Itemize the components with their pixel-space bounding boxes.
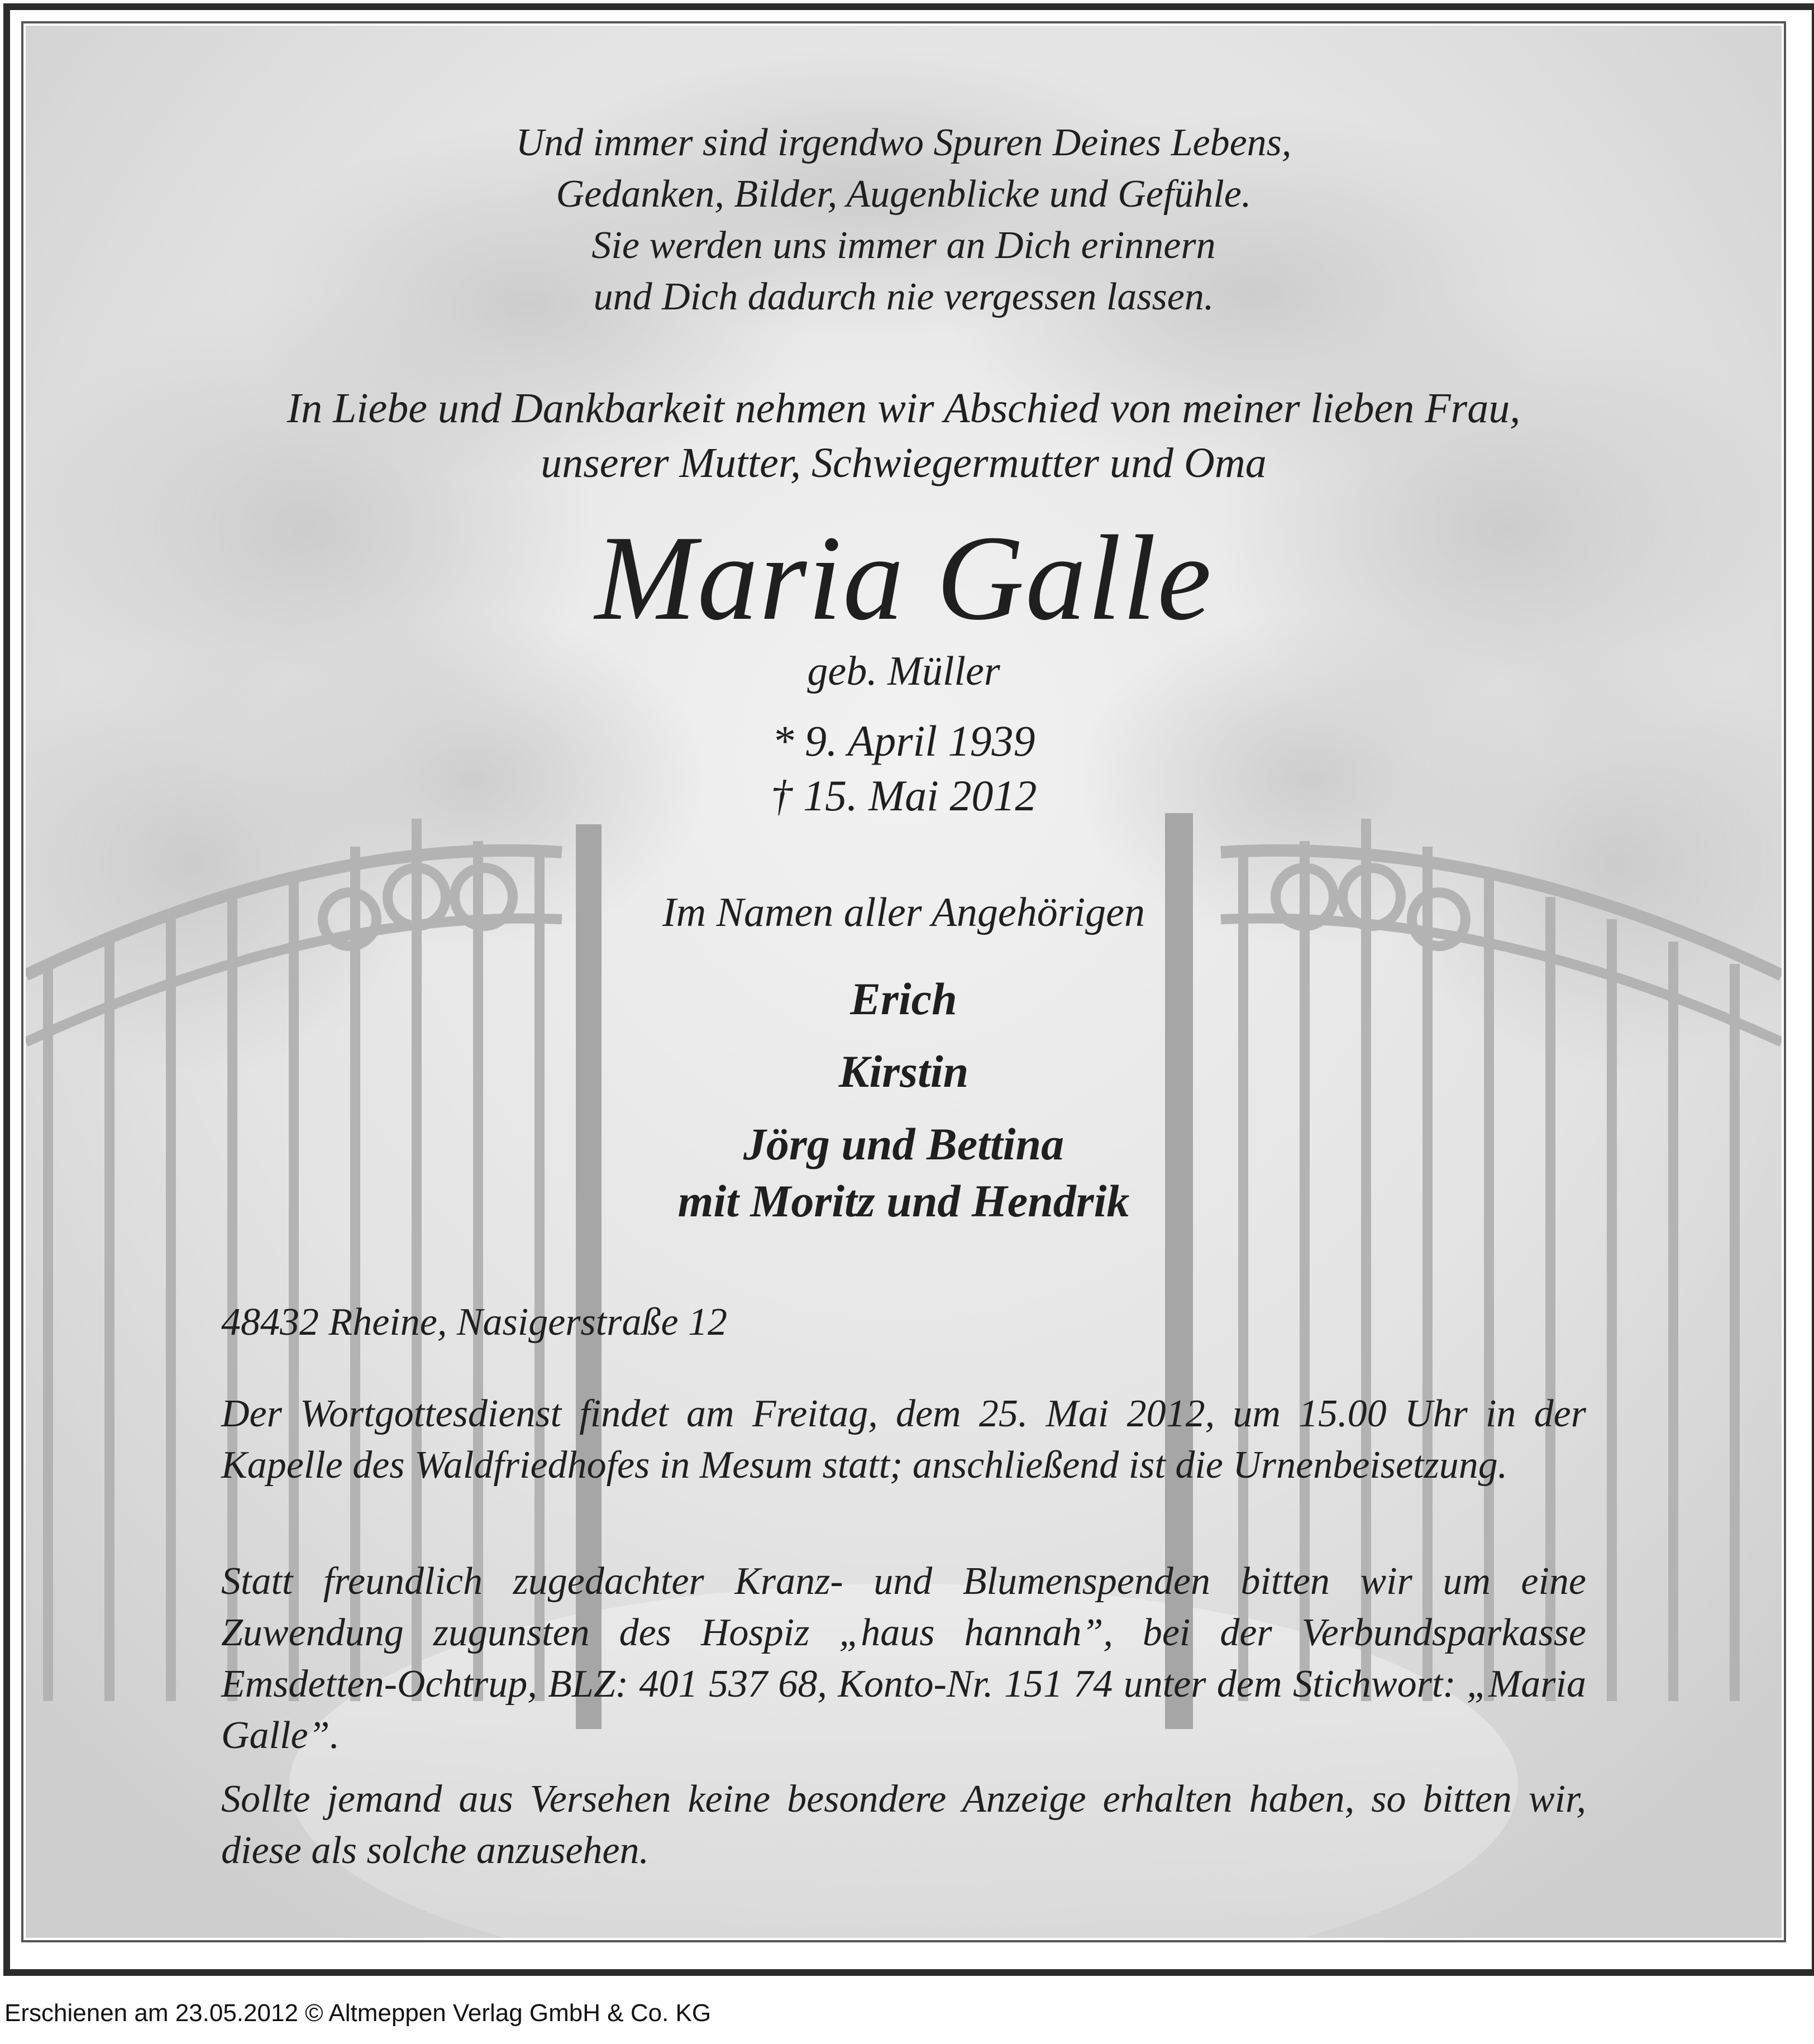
publication-credit: Erschienen am 23.05.2012 © Altmeppen Verlag GmbH & Co. KG — [4, 1999, 712, 2027]
verse-line: Gedanken, Bilder, Augenblicke und Gefühle. — [556, 173, 1252, 216]
memorial-verse — [221, 117, 1586, 323]
verse-line: Sie werden uns immer an Dich erinnern — [591, 224, 1216, 267]
death-date: † 15. Mai 2012 — [770, 771, 1037, 820]
mourners-intro: Im Namen aller Angehörigen — [662, 890, 1145, 935]
mourner-name: Jörg und Bettina — [743, 1119, 1064, 1169]
funeral-service-info: Der Wortgottesdienst findet am Freitag, dem 25. Mai 2012, um 15.00 Uhr in der Kapelle des Waldfriedhofes in Mesum statt; anschließend ist die Urnenbeisetzung. — [221, 1392, 1586, 1487]
family-address: 48432 Rheine, Nasigerstraße 12 — [221, 1301, 728, 1344]
farewell-intro — [221, 381, 1586, 490]
birth-date: * 9. April 1939 — [772, 717, 1035, 765]
intro-line: In Liebe und Dankbarkeit nehmen wir Abschied von meiner lieben Frau, — [287, 385, 1521, 432]
mourner-name: Kirstin — [838, 1046, 969, 1097]
verse-line: und Dich dadurch nie vergessen lassen. — [593, 275, 1214, 318]
obituary-panel — [26, 26, 1782, 1938]
mourner-name: mit Moritz und Hendrik — [677, 1176, 1130, 1226]
donation-request: Statt freundlich zugedachter Kranz- und Blumenspenden bitten wir um eine Zuwendung zugunsten des Hospiz „haus hannah”, bei der Verbundsparkasse Emsdetten-Ochtrup, BLZ: 401 537 68, Konto-Nr. 151 74 unter dem Stichwort: „Maria Galle”. — [221, 1560, 1586, 1757]
deceased-name: Maria Galle — [595, 511, 1212, 646]
mourner-name: Erich — [850, 973, 957, 1024]
maiden-name: geb. Müller — [807, 648, 1000, 694]
verse-line: Und immer sind irgendwo Spuren Deines Lebens, — [515, 121, 1292, 164]
closing-note: Sollte jemand aus Versehen keine besondere Anzeige erhalten haben, so bitten wir, diese als solche anzusehen. — [221, 1778, 1586, 1872]
notice-text — [26, 26, 1782, 1938]
intro-line: unserer Mutter, Schwiegermutter und Oma — [541, 440, 1267, 486]
